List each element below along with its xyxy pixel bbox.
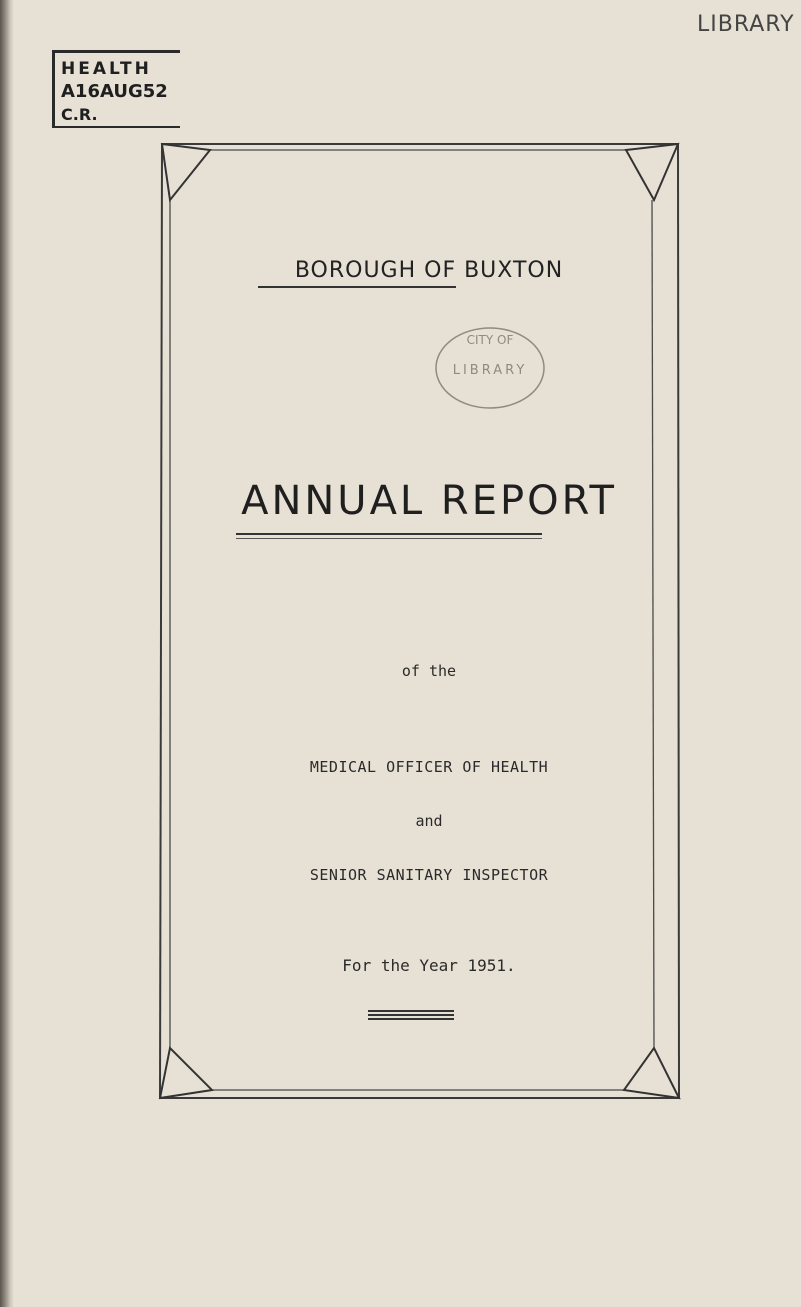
corner-ornament-bottom-left (160, 1048, 212, 1098)
library-seal-stamp (428, 318, 548, 416)
closing-rule-3 (368, 1018, 454, 1020)
library-corner-mark: LIBRARY (697, 12, 795, 37)
frame-left-line (160, 144, 162, 1098)
closing-rule-1 (368, 1010, 454, 1012)
heading-underline-secondary (236, 538, 542, 539)
seal-top-text: CITY OF (466, 333, 514, 347)
corner-ornament-top-right (626, 144, 678, 200)
corner-ornament-top-left (162, 144, 210, 200)
seal-middle-text: LIBRARY (452, 363, 528, 378)
medical-officer-text: MEDICAL OFFICER OF HEALTH (309, 758, 549, 776)
report-year-text: For the Year 1951. (342, 956, 516, 975)
of-the-text: of the (401, 662, 457, 680)
cover-title: BOROUGH OF BUXTON (294, 258, 564, 283)
closing-rule-2 (368, 1014, 454, 1016)
stamp-department: HEALTH (61, 59, 152, 79)
title-underline (258, 286, 456, 288)
stamp-date: A16AUG52 (61, 81, 168, 102)
corner-ornament-bottom-right (624, 1048, 679, 1098)
stamp-initials: C.R. (61, 105, 98, 124)
frame-right-line (678, 144, 679, 1098)
and-text: and (415, 812, 443, 830)
cover-heading: ANNUAL REPORT (241, 478, 617, 524)
heading-underline (236, 533, 542, 535)
inner-right-line (652, 200, 654, 1048)
sanitary-inspector-text: SENIOR SANITARY INSPECTOR (309, 866, 549, 884)
